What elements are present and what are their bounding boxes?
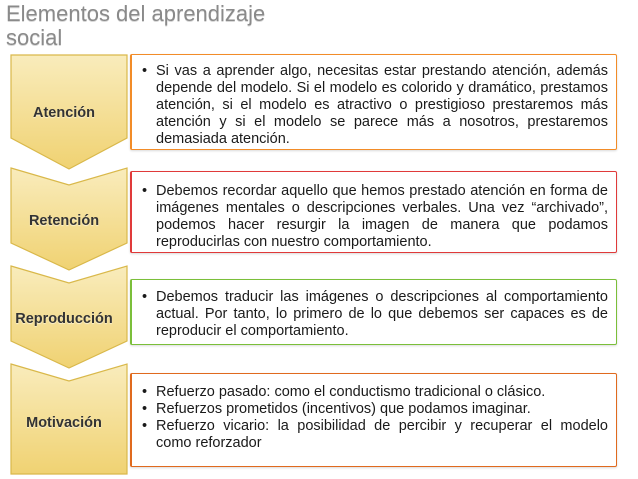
bullet-item: • Si vas a aprender algo, necesitas estar prestando atención, además depende del modelo. Si el modelo es colorido y dramático, prestamos atención, si el modelo es atractivo o prestigioso prestaremos más atención y si el modelo se parece más a nosotros, prestaremos demasiada atención. [142,63,608,148]
slide-title-line-2: social [6,25,63,50]
step-description-box [130,373,617,467]
step-description-box [130,279,617,345]
bullet-item: • Refuerzo pasado: como el conductismo tradicional o clásico. [142,384,608,401]
slide-title [6,2,326,50]
bullet-item: • Debemos traducir las imágenes o descripciones al comportamiento actual. Por tanto, lo primero de lo que debemos ser capaces es de reproducir el comportamiento. [142,289,608,340]
bullet-list [142,63,608,148]
step-label-retencion: Retención [28,213,100,229]
bullet-item: • Refuerzos prometidos (incentivos) que podamos imaginar. [142,401,608,418]
bullet-item: • Debemos recordar aquello que hemos prestado atención en forma de imágenes mentales o descripciones verbales. Una vez “archivado”, podemos hacer resurgir la imagen de manera que podamos reproducirlas con nuestro comportamiento. [142,183,608,251]
bullet-list [142,384,608,452]
step-label-motivacion: Motivación [26,415,102,431]
step-description-box [130,54,617,150]
bullet-list [142,183,608,251]
slide-title-line-1: Elementos del aprendizaje [6,1,266,26]
step-description-box [130,171,617,253]
bullet-list [142,289,608,340]
bullet-item: • Refuerzo vicario: la posibilidad de percibir y recuperar el modelo como reforzador [142,418,608,452]
step-label-atencion: Atención [32,105,96,121]
step-label-reproduccion: Reproducción [15,311,113,327]
